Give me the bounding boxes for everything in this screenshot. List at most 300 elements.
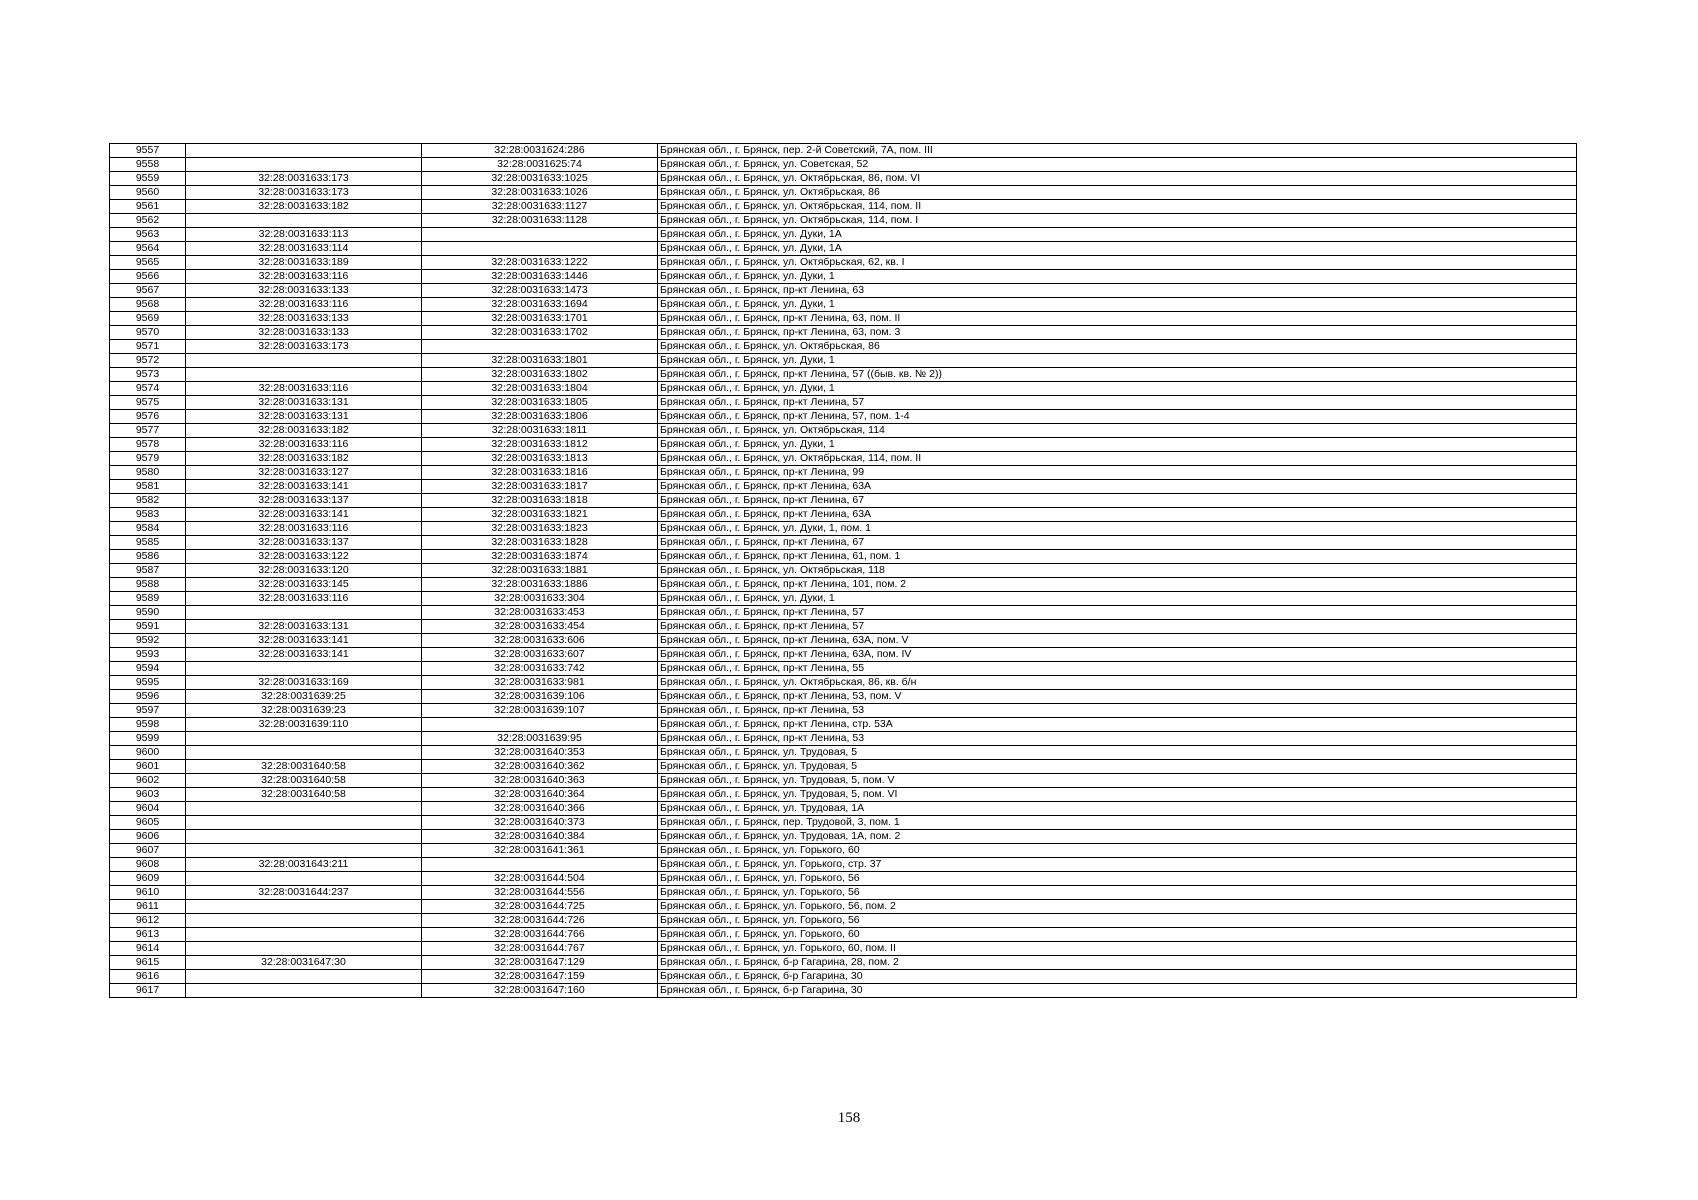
land-plot-number-cell xyxy=(186,844,422,858)
table-row xyxy=(110,578,1577,592)
row-number-cell: 9608 xyxy=(110,858,186,872)
object-number-cell xyxy=(422,228,658,242)
address-cell: Брянская обл., г. Брянск, ул. Горького, 60 xyxy=(658,928,1577,942)
address-cell: Брянская обл., г. Брянск, ул. Дуки, 1А xyxy=(658,228,1577,242)
object-number-cell: 32:28:0031639:107 xyxy=(422,704,658,718)
row-number-cell: 9604 xyxy=(110,802,186,816)
row-number-cell: 9572 xyxy=(110,354,186,368)
table-row xyxy=(110,914,1577,928)
land-plot-number-cell xyxy=(186,830,422,844)
table-row xyxy=(110,522,1577,536)
table-row xyxy=(110,200,1577,214)
table-row xyxy=(110,928,1577,942)
object-number-cell xyxy=(422,718,658,732)
land-plot-number-cell: 32:28:0031633:141 xyxy=(186,508,422,522)
row-number-cell: 9598 xyxy=(110,718,186,732)
table-row xyxy=(110,648,1577,662)
land-plot-number-cell: 32:28:0031639:110 xyxy=(186,718,422,732)
land-plot-number-cell xyxy=(186,746,422,760)
table-body xyxy=(110,144,1577,998)
object-number-cell: 32:28:0031633:304 xyxy=(422,592,658,606)
address-cell: Брянская обл., г. Брянск, ул. Дуки, 1 xyxy=(658,354,1577,368)
object-number-cell: 32:28:0031633:1025 xyxy=(422,172,658,186)
row-number-cell: 9606 xyxy=(110,830,186,844)
land-plot-number-cell: 32:28:0031633:114 xyxy=(186,242,422,256)
row-number-cell: 9607 xyxy=(110,844,186,858)
object-number-cell: 32:28:0031644:504 xyxy=(422,872,658,886)
address-cell: Брянская обл., г. Брянск, пр-кт Ленина, 101, пом. 2 xyxy=(658,578,1577,592)
address-cell: Брянская обл., г. Брянск, пр-кт Ленина, 57 xyxy=(658,606,1577,620)
row-number-cell: 9571 xyxy=(110,340,186,354)
address-cell: Брянская обл., г. Брянск, ул. Трудовая, 5 xyxy=(658,746,1577,760)
table-row xyxy=(110,606,1577,620)
object-number-cell: 32:28:0031633:1127 xyxy=(422,200,658,214)
row-number-cell: 9577 xyxy=(110,424,186,438)
row-number-cell: 9614 xyxy=(110,942,186,956)
row-number-cell: 9559 xyxy=(110,172,186,186)
address-cell: Брянская обл., г. Брянск, пр-кт Ленина, 63А xyxy=(658,480,1577,494)
table-row xyxy=(110,410,1577,424)
row-number-cell: 9609 xyxy=(110,872,186,886)
address-cell: Брянская обл., г. Брянск, ул. Горького, стр. 37 xyxy=(658,858,1577,872)
table-row xyxy=(110,396,1577,410)
address-cell: Брянская обл., г. Брянск, ул. Дуки, 1 xyxy=(658,382,1577,396)
table-row xyxy=(110,816,1577,830)
row-number-cell: 9588 xyxy=(110,578,186,592)
address-cell: Брянская обл., г. Брянск, ул. Трудовая, 5, пом. V xyxy=(658,774,1577,788)
table-row xyxy=(110,550,1577,564)
land-plot-number-cell: 32:28:0031633:137 xyxy=(186,494,422,508)
row-number-cell: 9587 xyxy=(110,564,186,578)
table-row xyxy=(110,186,1577,200)
cadastral-table xyxy=(109,143,1577,998)
table-row xyxy=(110,844,1577,858)
table-row xyxy=(110,732,1577,746)
address-cell: Брянская обл., г. Брянск, ул. Горького, 56 xyxy=(658,914,1577,928)
row-number-cell: 9601 xyxy=(110,760,186,774)
object-number-cell: 32:28:0031633:1026 xyxy=(422,186,658,200)
land-plot-number-cell xyxy=(186,942,422,956)
object-number-cell: 32:28:0031633:1804 xyxy=(422,382,658,396)
row-number-cell: 9570 xyxy=(110,326,186,340)
land-plot-number-cell: 32:28:0031640:58 xyxy=(186,774,422,788)
table-row xyxy=(110,620,1577,634)
table-row xyxy=(110,676,1577,690)
land-plot-number-cell xyxy=(186,914,422,928)
row-number-cell: 9568 xyxy=(110,298,186,312)
address-cell: Брянская обл., г. Брянск, пр-кт Ленина, 53 xyxy=(658,704,1577,718)
land-plot-number-cell: 32:28:0031633:182 xyxy=(186,200,422,214)
row-number-cell: 9579 xyxy=(110,452,186,466)
land-plot-number-cell: 32:28:0031633:116 xyxy=(186,270,422,284)
land-plot-number-cell xyxy=(186,928,422,942)
land-plot-number-cell: 32:28:0031633:116 xyxy=(186,298,422,312)
table-row xyxy=(110,452,1577,466)
object-number-cell: 32:28:0031640:384 xyxy=(422,830,658,844)
land-plot-number-cell: 32:28:0031639:23 xyxy=(186,704,422,718)
land-plot-number-cell xyxy=(186,158,422,172)
address-cell: Брянская обл., г. Брянск, ул. Октябрьская, 86 xyxy=(658,340,1577,354)
address-cell: Брянская обл., г. Брянск, ул. Горького, 60 xyxy=(658,844,1577,858)
table-row xyxy=(110,158,1577,172)
table-row xyxy=(110,746,1577,760)
table-row xyxy=(110,704,1577,718)
object-number-cell: 32:28:0031647:159 xyxy=(422,970,658,984)
land-plot-number-cell xyxy=(186,802,422,816)
land-plot-number-cell xyxy=(186,984,422,998)
table-row xyxy=(110,956,1577,970)
row-number-cell: 9583 xyxy=(110,508,186,522)
table-row xyxy=(110,480,1577,494)
row-number-cell: 9590 xyxy=(110,606,186,620)
table-row xyxy=(110,942,1577,956)
object-number-cell: 32:28:0031644:556 xyxy=(422,886,658,900)
land-plot-number-cell: 32:28:0031633:182 xyxy=(186,452,422,466)
object-number-cell: 32:28:0031633:454 xyxy=(422,620,658,634)
land-plot-number-cell: 32:28:0031633:141 xyxy=(186,634,422,648)
table-row xyxy=(110,802,1577,816)
row-number-cell: 9562 xyxy=(110,214,186,228)
table-row xyxy=(110,774,1577,788)
address-cell: Брянская обл., г. Брянск, ул. Октябрьская, 86, кв. б/н xyxy=(658,676,1577,690)
object-number-cell: 32:28:0031641:361 xyxy=(422,844,658,858)
table-row xyxy=(110,256,1577,270)
row-number-cell: 9613 xyxy=(110,928,186,942)
row-number-cell: 9574 xyxy=(110,382,186,396)
land-plot-number-cell xyxy=(186,970,422,984)
object-number-cell: 32:28:0031633:1811 xyxy=(422,424,658,438)
land-plot-number-cell: 32:28:0031633:189 xyxy=(186,256,422,270)
object-number-cell: 32:28:0031640:373 xyxy=(422,816,658,830)
row-number-cell: 9594 xyxy=(110,662,186,676)
address-cell: Брянская обл., г. Брянск, ул. Трудовая, 5, пом. VI xyxy=(658,788,1577,802)
object-number-cell xyxy=(422,858,658,872)
land-plot-number-cell: 32:28:0031644:237 xyxy=(186,886,422,900)
row-number-cell: 9582 xyxy=(110,494,186,508)
address-cell: Брянская обл., г. Брянск, пр-кт Ленина, 63А, пом. V xyxy=(658,634,1577,648)
land-plot-number-cell xyxy=(186,662,422,676)
address-cell: Брянская обл., г. Брянск, ул. Октябрьская, 86, пом. VI xyxy=(658,172,1577,186)
table-row xyxy=(110,634,1577,648)
object-number-cell: 32:28:0031640:363 xyxy=(422,774,658,788)
table-row xyxy=(110,984,1577,998)
object-number-cell: 32:28:0031640:366 xyxy=(422,802,658,816)
row-number-cell: 9586 xyxy=(110,550,186,564)
table-row xyxy=(110,228,1577,242)
land-plot-number-cell: 32:28:0031633:133 xyxy=(186,312,422,326)
row-number-cell: 9599 xyxy=(110,732,186,746)
land-plot-number-cell xyxy=(186,606,422,620)
address-cell: Брянская обл., г. Брянск, пр-кт Ленина, 53 xyxy=(658,732,1577,746)
row-number-cell: 9566 xyxy=(110,270,186,284)
land-plot-number-cell: 32:28:0031640:58 xyxy=(186,788,422,802)
object-number-cell: 32:28:0031633:1823 xyxy=(422,522,658,536)
row-number-cell: 9597 xyxy=(110,704,186,718)
object-number-cell: 32:28:0031633:981 xyxy=(422,676,658,690)
land-plot-number-cell: 32:28:0031633:116 xyxy=(186,592,422,606)
row-number-cell: 9617 xyxy=(110,984,186,998)
object-number-cell: 32:28:0031633:1812 xyxy=(422,438,658,452)
land-plot-number-cell: 32:28:0031633:173 xyxy=(186,186,422,200)
land-plot-number-cell: 32:28:0031633:145 xyxy=(186,578,422,592)
row-number-cell: 9585 xyxy=(110,536,186,550)
land-plot-number-cell: 32:28:0031643:211 xyxy=(186,858,422,872)
address-cell: Брянская обл., г. Брянск, пр-кт Ленина, 57 xyxy=(658,620,1577,634)
table-row xyxy=(110,312,1577,326)
object-number-cell: 32:28:0031633:1886 xyxy=(422,578,658,592)
table-row xyxy=(110,326,1577,340)
table-row xyxy=(110,382,1577,396)
row-number-cell: 9605 xyxy=(110,816,186,830)
address-cell: Брянская обл., г. Брянск, пр-кт Ленина, 67 xyxy=(658,494,1577,508)
table-row xyxy=(110,900,1577,914)
land-plot-number-cell: 32:28:0031633:131 xyxy=(186,620,422,634)
land-plot-number-cell: 32:28:0031633:133 xyxy=(186,326,422,340)
land-plot-number-cell: 32:28:0031633:141 xyxy=(186,648,422,662)
address-cell: Брянская обл., г. Брянск, пр-кт Ленина, 63, пом. 3 xyxy=(658,326,1577,340)
object-number-cell: 32:28:0031640:353 xyxy=(422,746,658,760)
object-number-cell: 32:28:0031633:1818 xyxy=(422,494,658,508)
address-cell: Брянская обл., г. Брянск, ул. Октябрьская, 86 xyxy=(658,186,1577,200)
land-plot-number-cell xyxy=(186,368,422,382)
object-number-cell: 32:28:0031633:1817 xyxy=(422,480,658,494)
address-cell: Брянская обл., г. Брянск, пр-кт Ленина, 53, пом. V xyxy=(658,690,1577,704)
row-number-cell: 9600 xyxy=(110,746,186,760)
object-number-cell: 32:28:0031633:1802 xyxy=(422,368,658,382)
row-number-cell: 9584 xyxy=(110,522,186,536)
address-cell: Брянская обл., г. Брянск, ул. Трудовая, 1А xyxy=(658,802,1577,816)
land-plot-number-cell: 32:28:0031633:116 xyxy=(186,522,422,536)
object-number-cell: 32:28:0031633:1805 xyxy=(422,396,658,410)
land-plot-number-cell: 32:28:0031633:173 xyxy=(186,340,422,354)
land-plot-number-cell xyxy=(186,900,422,914)
address-cell: Брянская обл., г. Брянск, пр-кт Ленина, 63 xyxy=(658,284,1577,298)
address-cell: Брянская обл., г. Брянск, пер. 2-й Советский, 7А, пом. III xyxy=(658,144,1577,158)
object-number-cell: 32:28:0031633:1801 xyxy=(422,354,658,368)
table-row xyxy=(110,466,1577,480)
row-number-cell: 9578 xyxy=(110,438,186,452)
land-plot-number-cell: 32:28:0031633:116 xyxy=(186,382,422,396)
address-cell: Брянская обл., г. Брянск, ул. Дуки, 1 xyxy=(658,592,1577,606)
row-number-cell: 9616 xyxy=(110,970,186,984)
table-row xyxy=(110,592,1577,606)
land-plot-number-cell xyxy=(186,354,422,368)
table-row xyxy=(110,424,1577,438)
address-cell: Брянская обл., г. Брянск, пр-кт Ленина, 63А, пом. IV xyxy=(658,648,1577,662)
row-number-cell: 9561 xyxy=(110,200,186,214)
address-cell: Брянская обл., г. Брянск, б-р Гагарина, 30 xyxy=(658,970,1577,984)
address-cell: Брянская обл., г. Брянск, ул. Дуки, 1 xyxy=(658,438,1577,452)
object-number-cell: 32:28:0031644:767 xyxy=(422,942,658,956)
object-number-cell: 32:28:0031633:1828 xyxy=(422,536,658,550)
object-number-cell: 32:28:0031644:725 xyxy=(422,900,658,914)
table-row xyxy=(110,270,1577,284)
land-plot-number-cell xyxy=(186,144,422,158)
row-number-cell: 9575 xyxy=(110,396,186,410)
object-number-cell: 32:28:0031633:1701 xyxy=(422,312,658,326)
row-number-cell: 9580 xyxy=(110,466,186,480)
land-plot-number-cell: 32:28:0031633:131 xyxy=(186,410,422,424)
land-plot-number-cell: 32:28:0031633:131 xyxy=(186,396,422,410)
row-number-cell: 9611 xyxy=(110,900,186,914)
land-plot-number-cell xyxy=(186,872,422,886)
address-cell: Брянская обл., г. Брянск, ул. Горького, 56 xyxy=(658,886,1577,900)
address-cell: Брянская обл., г. Брянск, ул. Горького, 56 xyxy=(658,872,1577,886)
object-number-cell: 32:28:0031640:364 xyxy=(422,788,658,802)
table-row xyxy=(110,858,1577,872)
row-number-cell: 9557 xyxy=(110,144,186,158)
address-cell: Брянская обл., г. Брянск, ул. Октябрьская, 114, пом. II xyxy=(658,200,1577,214)
row-number-cell: 9603 xyxy=(110,788,186,802)
address-cell: Брянская обл., г. Брянск, ул. Дуки, 1, пом. 1 xyxy=(658,522,1577,536)
table-row xyxy=(110,830,1577,844)
table-row xyxy=(110,564,1577,578)
land-plot-number-cell: 32:28:0031633:133 xyxy=(186,284,422,298)
table-row xyxy=(110,438,1577,452)
address-cell: Брянская обл., г. Брянск, ул. Октябрьская, 114, пом. II xyxy=(658,452,1577,466)
address-cell: Брянская обл., г. Брянск, пр-кт Ленина, стр. 53А xyxy=(658,718,1577,732)
object-number-cell: 32:28:0031644:766 xyxy=(422,928,658,942)
object-number-cell xyxy=(422,242,658,256)
object-number-cell: 32:28:0031633:1128 xyxy=(422,214,658,228)
land-plot-number-cell: 32:28:0031633:173 xyxy=(186,172,422,186)
table-row xyxy=(110,536,1577,550)
row-number-cell: 9576 xyxy=(110,410,186,424)
object-number-cell: 32:28:0031639:106 xyxy=(422,690,658,704)
land-plot-number-cell: 32:28:0031633:141 xyxy=(186,480,422,494)
table-row xyxy=(110,886,1577,900)
row-number-cell: 9563 xyxy=(110,228,186,242)
address-cell: Брянская обл., г. Брянск, пр-кт Ленина, 63, пом. II xyxy=(658,312,1577,326)
address-cell: Брянская обл., г. Брянск, ул. Дуки, 1А xyxy=(658,242,1577,256)
object-number-cell: 32:28:0031624:286 xyxy=(422,144,658,158)
table-row xyxy=(110,662,1577,676)
object-number-cell: 32:28:0031647:160 xyxy=(422,984,658,998)
table-row xyxy=(110,284,1577,298)
table-row xyxy=(110,144,1577,158)
land-plot-number-cell: 32:28:0031633:116 xyxy=(186,438,422,452)
address-cell: Брянская обл., г. Брянск, ул. Трудовая, 5 xyxy=(658,760,1577,774)
address-cell: Брянская обл., г. Брянск, б-р Гагарина, 30 xyxy=(658,984,1577,998)
row-number-cell: 9612 xyxy=(110,914,186,928)
table-row xyxy=(110,340,1577,354)
address-cell: Брянская обл., г. Брянск, ул. Горького, 56, пом. 2 xyxy=(658,900,1577,914)
land-plot-number-cell: 32:28:0031633:127 xyxy=(186,466,422,480)
table-row xyxy=(110,368,1577,382)
table-row xyxy=(110,242,1577,256)
object-number-cell: 32:28:0031633:1874 xyxy=(422,550,658,564)
row-number-cell: 9602 xyxy=(110,774,186,788)
row-number-cell: 9591 xyxy=(110,620,186,634)
object-number-cell: 32:28:0031633:1222 xyxy=(422,256,658,270)
object-number-cell: 32:28:0031633:1813 xyxy=(422,452,658,466)
row-number-cell: 9615 xyxy=(110,956,186,970)
object-number-cell: 32:28:0031633:1473 xyxy=(422,284,658,298)
row-number-cell: 9569 xyxy=(110,312,186,326)
object-number-cell: 32:28:0031633:607 xyxy=(422,648,658,662)
row-number-cell: 9573 xyxy=(110,368,186,382)
address-cell: Брянская обл., г. Брянск, пр-кт Ленина, 61, пом. 1 xyxy=(658,550,1577,564)
address-cell: Брянская обл., г. Брянск, пер. Трудовой, 3, пом. 1 xyxy=(658,816,1577,830)
land-plot-number-cell xyxy=(186,732,422,746)
object-number-cell: 32:28:0031644:726 xyxy=(422,914,658,928)
table-row xyxy=(110,214,1577,228)
table-row xyxy=(110,760,1577,774)
object-number-cell xyxy=(422,340,658,354)
row-number-cell: 9581 xyxy=(110,480,186,494)
object-number-cell: 32:28:0031633:1816 xyxy=(422,466,658,480)
table-row xyxy=(110,494,1577,508)
row-number-cell: 9567 xyxy=(110,284,186,298)
row-number-cell: 9565 xyxy=(110,256,186,270)
address-cell: Брянская обл., г. Брянск, б-р Гагарина, 28, пом. 2 xyxy=(658,956,1577,970)
land-plot-number-cell: 32:28:0031633:137 xyxy=(186,536,422,550)
object-number-cell: 32:28:0031625:74 xyxy=(422,158,658,172)
address-cell: Брянская обл., г. Брянск, ул. Дуки, 1 xyxy=(658,298,1577,312)
address-cell: Брянская обл., г. Брянск, пр-кт Ленина, 57 xyxy=(658,396,1577,410)
object-number-cell: 32:28:0031640:362 xyxy=(422,760,658,774)
address-cell: Брянская обл., г. Брянск, пр-кт Ленина, 57 ((быв. кв. № 2)) xyxy=(658,368,1577,382)
land-plot-number-cell: 32:28:0031633:169 xyxy=(186,676,422,690)
row-number-cell: 9558 xyxy=(110,158,186,172)
row-number-cell: 9596 xyxy=(110,690,186,704)
table-row xyxy=(110,298,1577,312)
row-number-cell: 9560 xyxy=(110,186,186,200)
address-cell: Брянская обл., г. Брянск, ул. Горького, 60, пом. II xyxy=(658,942,1577,956)
address-cell: Брянская обл., г. Брянск, пр-кт Ленина, 57, пом. 1-4 xyxy=(658,410,1577,424)
object-number-cell: 32:28:0031639:95 xyxy=(422,732,658,746)
address-cell: Брянская обл., г. Брянск, пр-кт Ленина, 55 xyxy=(658,662,1577,676)
land-plot-number-cell: 32:28:0031639:25 xyxy=(186,690,422,704)
land-plot-number-cell xyxy=(186,816,422,830)
page-number: 158 xyxy=(837,1110,861,1126)
land-plot-number-cell: 32:28:0031633:122 xyxy=(186,550,422,564)
land-plot-number-cell: 32:28:0031640:58 xyxy=(186,760,422,774)
row-number-cell: 9593 xyxy=(110,648,186,662)
object-number-cell: 32:28:0031633:1446 xyxy=(422,270,658,284)
table-row xyxy=(110,872,1577,886)
object-number-cell: 32:28:0031633:1702 xyxy=(422,326,658,340)
land-plot-number-cell: 32:28:0031633:182 xyxy=(186,424,422,438)
address-cell: Брянская обл., г. Брянск, пр-кт Ленина, 99 xyxy=(658,466,1577,480)
object-number-cell: 32:28:0031633:1694 xyxy=(422,298,658,312)
row-number-cell: 9595 xyxy=(110,676,186,690)
address-cell: Брянская обл., г. Брянск, ул. Октябрьская, 62, кв. I xyxy=(658,256,1577,270)
land-plot-number-cell: 32:28:0031633:113 xyxy=(186,228,422,242)
land-plot-number-cell: 32:28:0031633:120 xyxy=(186,564,422,578)
table-row xyxy=(110,718,1577,732)
table-row xyxy=(110,508,1577,522)
object-number-cell: 32:28:0031633:453 xyxy=(422,606,658,620)
address-cell: Брянская обл., г. Брянск, ул. Октябрьская, 114, пом. I xyxy=(658,214,1577,228)
table-row xyxy=(110,354,1577,368)
table-row xyxy=(110,788,1577,802)
row-number-cell: 9592 xyxy=(110,634,186,648)
object-number-cell: 32:28:0031633:1821 xyxy=(422,508,658,522)
object-number-cell: 32:28:0031647:129 xyxy=(422,956,658,970)
address-cell: Брянская обл., г. Брянск, ул. Дуки, 1 xyxy=(658,270,1577,284)
address-cell: Брянская обл., г. Брянск, ул. Трудовая, 1А, пом. 2 xyxy=(658,830,1577,844)
row-number-cell: 9564 xyxy=(110,242,186,256)
object-number-cell: 32:28:0031633:1806 xyxy=(422,410,658,424)
object-number-cell: 32:28:0031633:606 xyxy=(422,634,658,648)
address-cell: Брянская обл., г. Брянск, пр-кт Ленина, 67 xyxy=(658,536,1577,550)
land-plot-number-cell: 32:28:0031647:30 xyxy=(186,956,422,970)
land-plot-number-cell xyxy=(186,214,422,228)
object-number-cell: 32:28:0031633:742 xyxy=(422,662,658,676)
address-cell: Брянская обл., г. Брянск, ул. Октябрьская, 114 xyxy=(658,424,1577,438)
address-cell: Брянская обл., г. Брянск, ул. Советская, 52 xyxy=(658,158,1577,172)
